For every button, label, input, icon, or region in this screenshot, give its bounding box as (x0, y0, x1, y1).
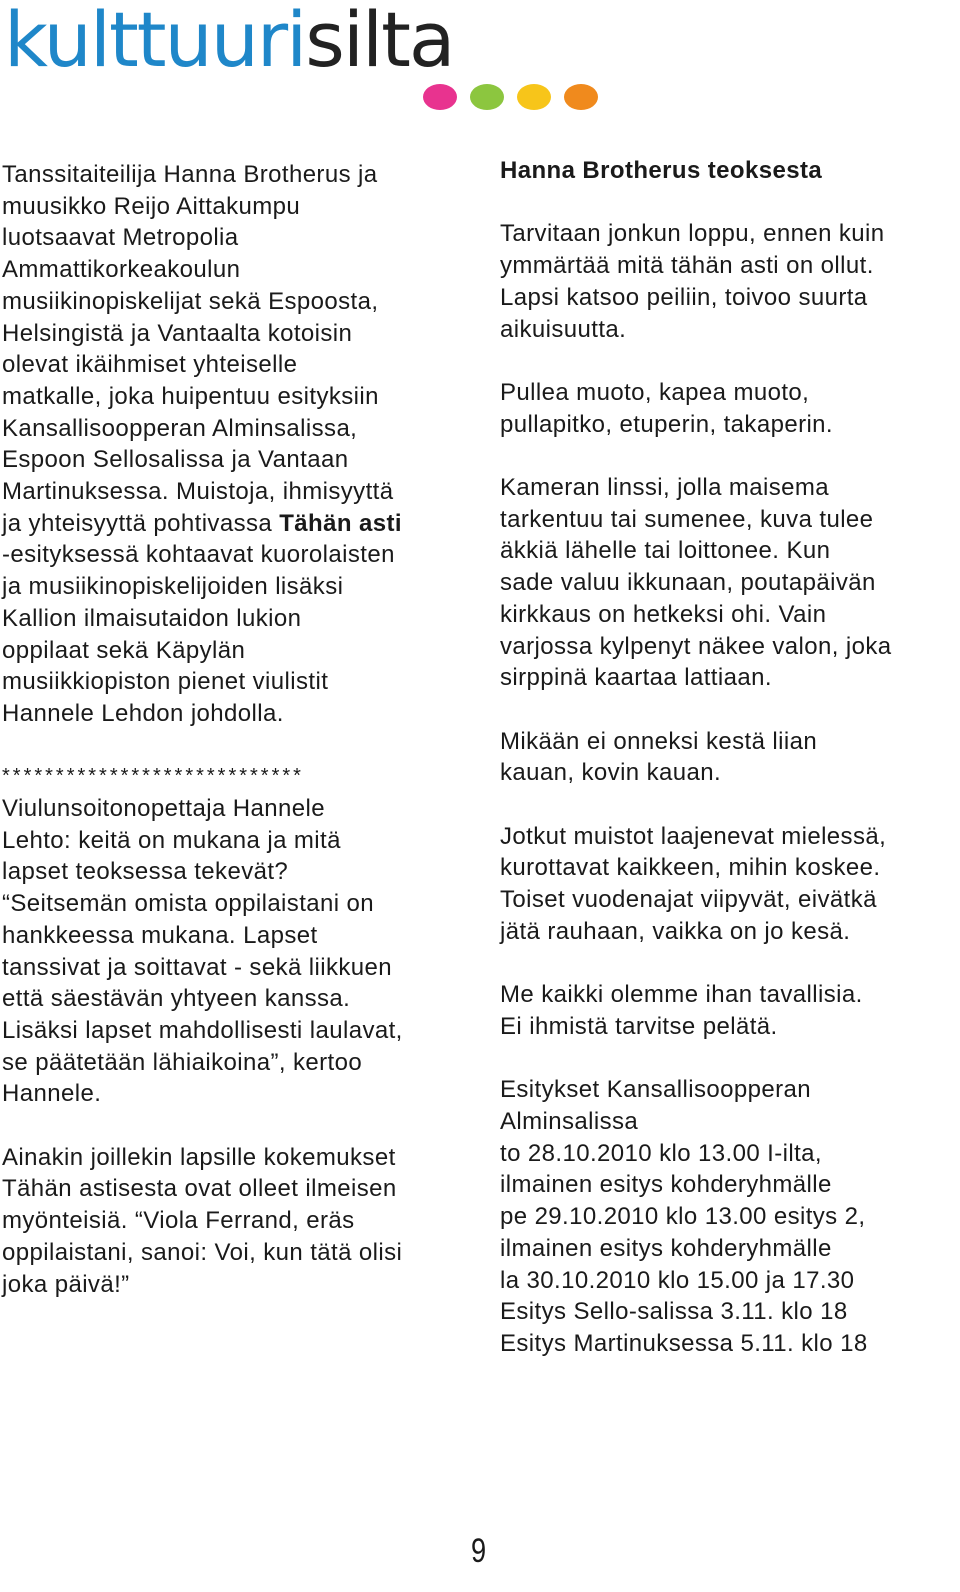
right-paragraph: Kameran linssi, jolla maisema tarkentuu tai sumenee, kuva tulee äkkiä lähelle tai loittonee. Kun sade valuu ikkunaan, poutapäivän kirkkaus on hetkeksi ohi. Vain varjossa kylpenyt näkee valon, joka sirppinä kaartaa lattiaan. (500, 473, 892, 692)
right-paragraph: Pullea muoto, kapea muoto, pullapitko, etuperin, takaperin. (500, 378, 834, 438)
intro-text: Tanssitaiteilija Hanna Brotherus ja muusikko Reijo Aittakumpu luotsaavat Metropolia Ammattikorkeakoulun musiikinopiskelijat sekä Espoosta, Helsingistä ja Vantaalta kotoisin olevat ikäihmiset yhteiselle matkalle, joka huipentuu esityksiin Kansallisoopperan Alminsalissa, Espoon Sellosalissa ja Vantaan Martinuksessa. Muistoja, ihmisyyttä ja yhteisyyttä pohtivassa (2, 161, 394, 537)
intro-text-continued: -esityksessä kohtaavat kuorolaisten ja musiikinopiskelijoiden lisäksi Kallion ilmaisutaidon lukion oppilaat sekä Käpylän musiikkiopiston pienet viulistit Hannele Lehdon johdolla. (2, 541, 395, 727)
interview-paragraph: Viulunsoitonopettaja Hannele Lehto: keitä on mukana ja mitä lapset teoksessa tekevät? “Seitsemän omista oppilaistani on hankkeessa mukana. Lapset tanssivat ja soittavat - sekä liikkuen että säestävän yhtyeen kanssa. Lisäksi lapset mahdollisesti laulavat, se päätetään lähiaikoina”, kertoo Hannele. (2, 795, 403, 1108)
right-paragraph: Mikään ei onneksi kestä liian kauan, kovin kauan. (500, 727, 818, 787)
intro-paragraph (2, 159, 472, 730)
logo-text-silta: silta (305, 0, 454, 84)
performance-schedule: Esitykset Kansallisoopperan Alminsalissa to 28.10.2010 klo 13.00 I-ilta, ilmainen esitys kohderyhmälle pe 29.10.2010 klo 13.00 esitys 2, ilmainen esitys kohderyhmälle la 30.10.2010 klo 15.00 ja 17.30 Esitys Sello-salissa 3.11. klo 18 Esitys Martinuksessa 5.11. klo 18 (500, 1076, 868, 1357)
logo-dot-yellow (517, 84, 551, 110)
right-paragraph: Me kaikki olemme ihan tavallisia. Ei ihmistä tarvitse pelätä. (500, 981, 863, 1040)
separator-stars: **************************** (2, 765, 304, 788)
logo-dots (423, 84, 598, 110)
page-number: 9 (471, 1532, 487, 1570)
right-column (500, 155, 958, 1360)
experience-paragraph: Ainakin joillekin lapsille kokemukset Tähän astisesta ovat olleet ilmeisen myönteisiä. “Viola Ferrand, eräs oppilaistani, sanoi: Voi, kun tätä olisi joka päivä!” (2, 1143, 403, 1298)
right-heading: Hanna Brotherus teoksesta (500, 157, 823, 184)
logo-dot-green (470, 84, 504, 110)
logo-dot-pink (423, 84, 457, 110)
right-paragraph: Jotkut muistot laajenevat mielessä, kurottavat kaikkeen, mihin koskee. Toiset vuodenajat viipyvät, eivätkä jätä rauhaan, vaikka on jo kesä. (500, 822, 887, 945)
show-title: Tähän asti (279, 509, 402, 537)
logo (4, 0, 454, 84)
right-paragraph: Tarvitaan jonkun loppu, ennen kuin ymmärtää mitä tähän asti on ollut. Lapsi katsoo peiliin, toivoo suurta aikuisuutta. (500, 220, 885, 343)
logo-dot-orange (564, 84, 598, 110)
logo-text-kulttuuri: kulttuuri (4, 0, 306, 84)
left-column (2, 159, 472, 1300)
